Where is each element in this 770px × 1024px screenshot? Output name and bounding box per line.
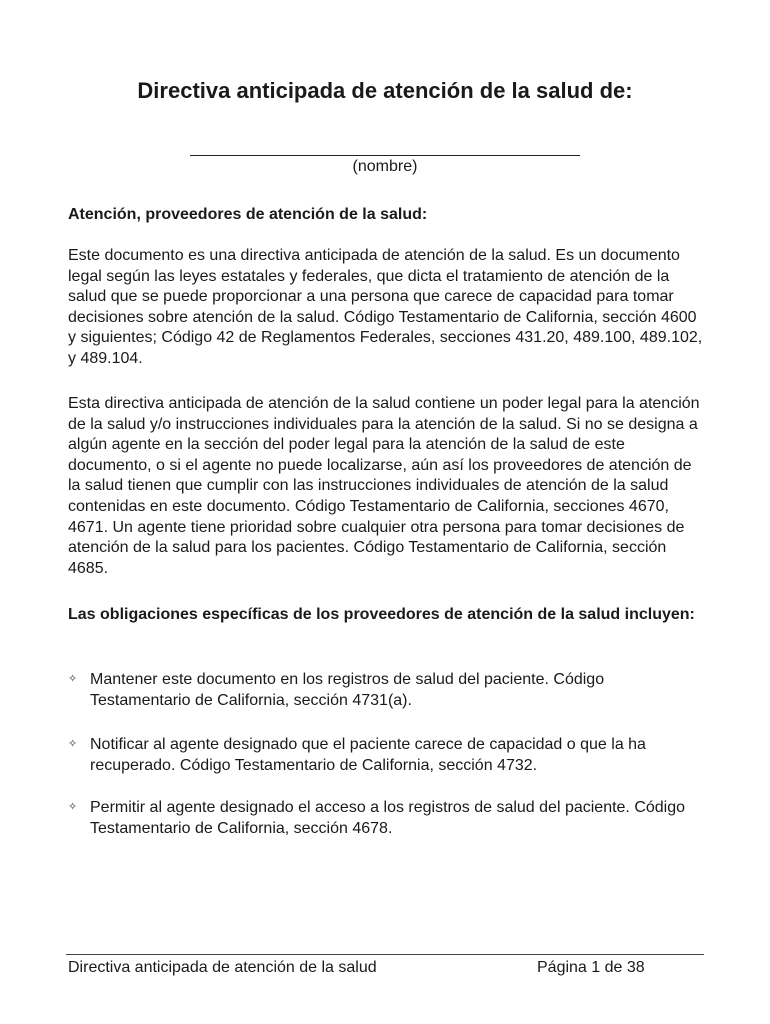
heading-specific-obligations: Las obligaciones específicas de los proveedores de atención de la salud incluyen: (68, 606, 695, 623)
name-caption: (nombre) (352, 158, 418, 175)
footer-divider (66, 954, 704, 955)
paragraph-power-of-attorney: Esta directiva anticipada de atención de la salud contiene un poder legal para la atención de la salud y/o instrucciones individuales para la atención de la salud. Si no se designa a algún agente en la sección del poder legal para la atención de la salud de este documento, o si el agente no puede localizarse, aún así los proveedores de atención de la salud tienen que cumplir con las instrucciones individuales de atención de la salud contenidas en este documento. Código Testamentario de California, secciones 4670, 4671. Un agente tiene prioridad sobre cualquier otra persona para tomar decisiones de atención de la salud para los pacientes. Código Testamentario de California, sección 4685. (68, 395, 700, 577)
list-item (68, 734, 708, 776)
list-item (68, 669, 708, 711)
list-item-text: Permitir al agente designado el acceso a los registros de salud del paciente. Código Testamentario de California, sección 4678. (90, 799, 686, 837)
diamond-bullet-icon: ✧ (68, 738, 78, 750)
list-item-text: Mantener este documento en los registros de salud del paciente. Código Testamentario de California, sección 4731(a). (90, 671, 605, 709)
footer-page-number: Página 1 de 38 (537, 959, 645, 976)
name-signature-line (190, 155, 580, 156)
list-item-text: Notificar al agente designado que el paciente carece de capacidad o que la ha recuperado. Código Testamentario de California, sección 4732. (90, 736, 646, 774)
diamond-bullet-icon: ✧ (68, 673, 78, 685)
footer-document-title: Directiva anticipada de atención de la salud (68, 959, 377, 976)
list-item (68, 797, 708, 839)
heading-attention-providers: Atención, proveedores de atención de la salud: (68, 206, 428, 223)
diamond-bullet-icon: ✧ (68, 801, 78, 813)
paragraph-advance-directive-legal: Este documento es una directiva anticipada de atención de la salud. Es un documento legal según las leyes estatales y federales, que dicta el tratamiento de atención de la salud que se puede proporcionar a una persona que carece de capacidad para tomar decisiones sobre atención de la salud. Código Testamentario de California, sección 4600 y siguientes; Código 42 de Reglamentos Federales, secciones 431.20, 489.100, 489.102, y 489.104. (68, 247, 703, 367)
document-title: Directiva anticipada de atención de la salud de: (137, 78, 633, 103)
